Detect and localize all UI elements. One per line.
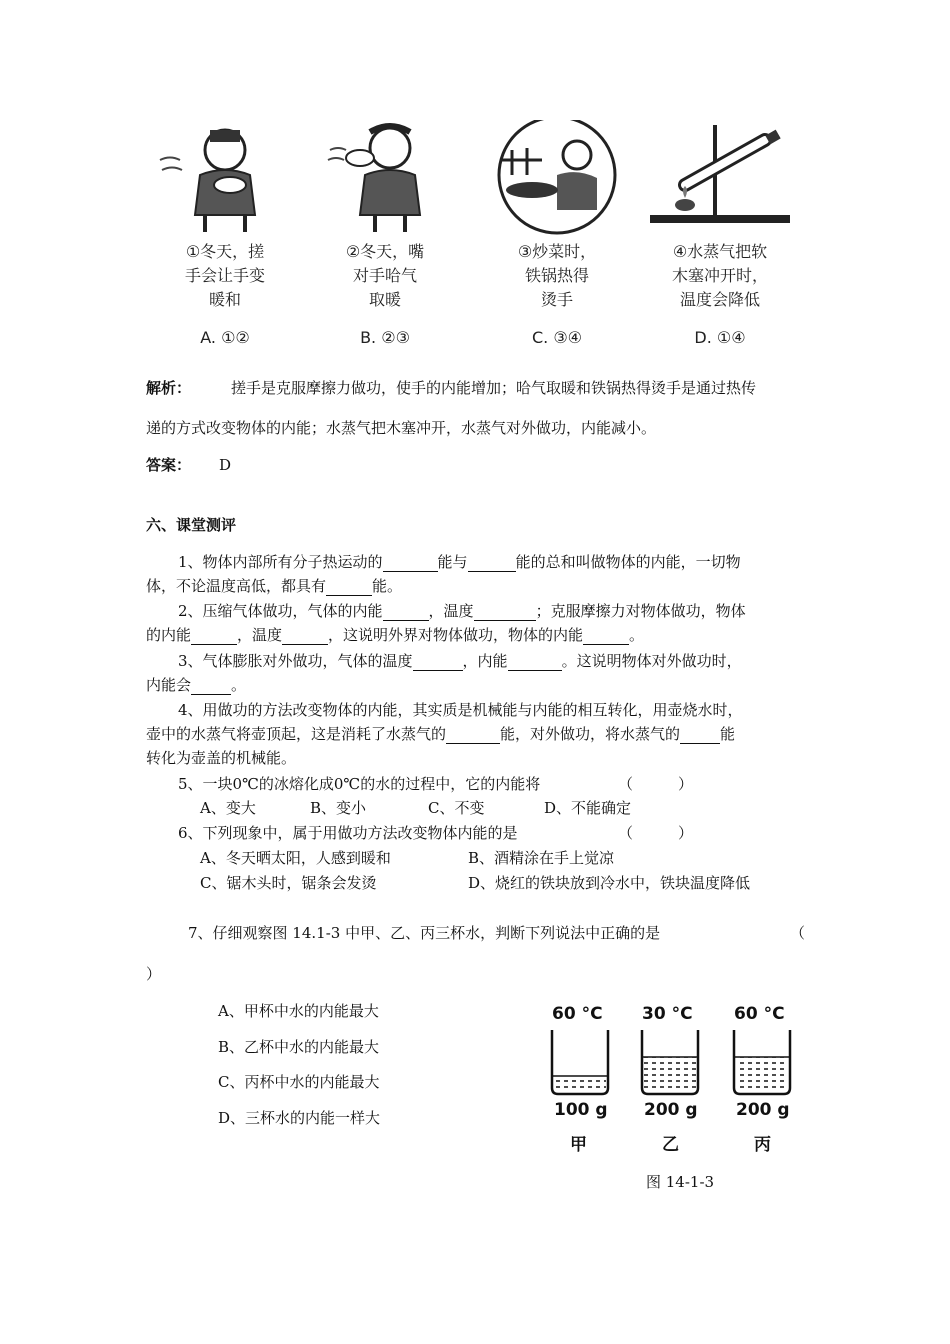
cups-figure <box>540 1000 810 1200</box>
q6-opt-d: D、烧红的铁块放到冷水中，铁块温度降低 <box>468 874 751 892</box>
breathing-hands-icon <box>310 120 460 235</box>
illustration-rubbing-hands <box>150 120 300 360</box>
rubbing-hands-icon <box>150 120 300 235</box>
q6-stem: 6、下列现象中，属于用做功方法改变物体内能的是 <box>178 824 518 842</box>
q6-paren: （ ） <box>618 824 694 842</box>
q6-opt-a: A、冬天晒太阳，人感到暖和 <box>200 849 391 867</box>
answer-value: D <box>219 456 232 474</box>
q5-paren: （ ） <box>618 775 694 793</box>
illustration-breathing-hands <box>310 120 460 360</box>
cup-yi-name: 乙 <box>662 1135 679 1155</box>
cup-water <box>644 1057 696 1092</box>
q4-line2: 壶中的水蒸气将壶顶起，这是消耗了水蒸气的 能，对外做功，将水蒸气的 能 <box>146 725 736 743</box>
q7-opt-b: B、乙杯中水的内能最大 <box>218 1038 380 1056</box>
option-c: C. ③④ <box>531 328 583 347</box>
q2-line1: 2、压缩气体做功，气体的内能 ，温度 ；克服摩擦力对物体做功，物体 <box>178 602 746 620</box>
cup-water <box>736 1057 788 1092</box>
test-tube-icon <box>645 120 795 235</box>
q7-opt-a: A、甲杯中水的内能最大 <box>218 1002 379 1020</box>
analysis-line2: 递的方式改变物体的内能；水蒸气把木塞冲开，水蒸气对外做功，内能减小。 <box>146 419 657 437</box>
cup-bing-temp: 60 °C <box>734 1004 785 1024</box>
frying-pan-icon <box>482 120 632 235</box>
cup-jia-temp: 60 °C <box>552 1004 603 1024</box>
q5-stem: 5、一块0℃的冰熔化成0℃的水的过程中，它的内能将 <box>178 775 541 793</box>
analysis-label: 解析： <box>146 379 192 397</box>
caption: ①冬天，搓 手会让手变 暖和 <box>184 242 265 309</box>
option-b: B. ②③ <box>360 328 410 347</box>
q4-line3: 转化为壶盖的机械能。 <box>146 749 297 767</box>
q7-paren-open: （ <box>790 924 806 942</box>
answer-label: 答案： <box>146 456 192 474</box>
cup-bing-mass: 200 g <box>736 1100 790 1120</box>
q1-line2: 体，不论温度高低，都具有 能。 <box>146 577 403 595</box>
illustration-test-tube <box>645 120 795 360</box>
section-title: 六、课堂测评 <box>146 516 237 534</box>
q4-line1: 4、用做功的方法改变物体的内能，其实质是机械能与内能的相互转化，用壶烧水时， <box>178 701 743 719</box>
figure-caption: 图 14-1-3 <box>646 1173 715 1191</box>
cup-yi-mass: 200 g <box>644 1100 698 1120</box>
q7-opt-c: C、丙杯中水的内能最大 <box>218 1073 380 1091</box>
q6-opt-c: C、锯木头时，锯条会发烫 <box>200 874 377 892</box>
illustration-row <box>150 120 802 360</box>
q7-paren-close: ） <box>146 965 162 983</box>
caption: ④水蒸气把软 木塞冲开时， 温度会降低 <box>671 242 768 309</box>
q2-line2: 的内能 ，温度 ，这说明外界对物体做功，物体的内能 。 <box>146 626 645 644</box>
analysis-line1: 解析： 搓手是克服摩擦力做功，使手的内能增加；哈气取暖和铁锅热得烫手是通过热传 <box>146 379 757 397</box>
option-a: A. ①② <box>200 328 250 347</box>
cup-water <box>554 1076 606 1092</box>
cup-jia-mass: 100 g <box>554 1100 608 1120</box>
q7-opt-d: D、三杯水的内能一样大 <box>218 1109 381 1127</box>
q1-line1: 1、物体内部所有分子热运动的 能与 能的总和叫做物体的内能，一切物 <box>178 553 741 571</box>
q3-line1: 3、气体膨胀对外做功，气体的温度 ，内能 。这说明物体对外做功时， <box>178 652 742 670</box>
illustration-frying-pan <box>482 120 632 360</box>
q6-opt-b: B、酒精涂在手上觉凉 <box>468 849 615 867</box>
q5-opt-d: D、不能确定 <box>544 799 632 817</box>
caption: ③炒菜时， 铁锅热得 烫手 <box>517 242 597 309</box>
q5-opt-c: C、不变 <box>428 799 485 817</box>
option-d: D. ①④ <box>694 328 746 347</box>
caption: ②冬天，嘴 对手哈气 取暖 <box>345 242 425 309</box>
q3-line2: 内能会 。 <box>146 676 247 694</box>
answer-line <box>146 455 231 475</box>
cup-yi-temp: 30 °C <box>642 1004 693 1024</box>
cup-bing-name: 丙 <box>754 1135 771 1155</box>
q7-stem: 7、仔细观察图 14.1-3 中甲、乙、丙三杯水，判断下列说法中正确的是 <box>188 924 661 942</box>
q5-opt-a: A、变大 <box>200 799 256 817</box>
q5-opt-b: B、变小 <box>310 799 367 817</box>
cup-jia-name: 甲 <box>570 1135 587 1155</box>
